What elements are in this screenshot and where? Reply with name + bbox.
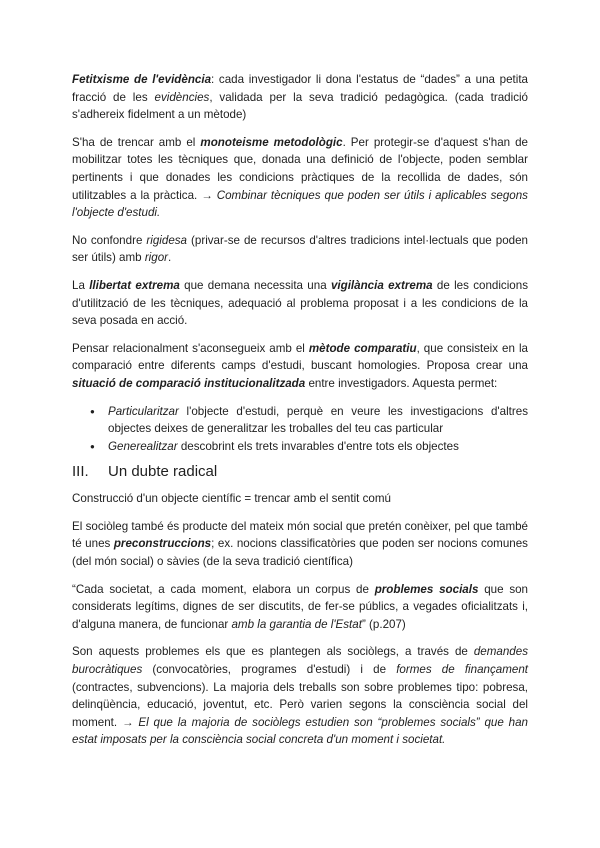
section-title: Un dubte radical	[108, 463, 218, 481]
paragraph-problemes: Son aquests problemes els que es plantegen als sociòlegs, a través de demandes burocràtiques (convocatòries, programes d'estudi) i de formes de finançament (contractes, subvencions). La majoria dels treballs son sobre problemes tipo: pobresa, delinqüència, educació, joventut, etc. Però varien segons la consciència social del moment. → El que la majoria de sociòlegs estudien son “problemes socials” que han estat imposats per la consciència social concreta d'un moment i societat.	[72, 645, 529, 747]
arrow-conclusion: → Combinar tècniques que poden ser útils i aplicables segons l'objecte d'estudi.	[72, 188, 528, 220]
paragraph-quote: “Cada societat, a cada moment, elabora un corpus de problemes socials que son considerats legítims, dignes de ser discutits, de fer-se públics, a vegades oficialitzats i, d'alguna manera, de funcionar amb la garantia de l'Estat” (p.207)	[72, 582, 529, 631]
term-fetitxisme: Fetitxisme de l'evidència	[72, 73, 212, 86]
paragraph-rigidesa: No confondre rigidesa (privar-se de recursos d'altres tradicions intel·lectuals que poden ser útils) amb rigor.	[72, 233, 528, 265]
bullet-list	[72, 403, 528, 456]
paragraph-construccio: Construcció d'un objecte científic = trencar amb el sentit comú	[72, 492, 391, 506]
list-item: ● Particularitzar l'objecte d'estudi, perquè en veure les investigacions d'altres objectes deixes de generalitzar les troballes del teu cas particular	[108, 403, 528, 438]
list-item: ● Generealitzar descobrint els trets invarables d'entre tots els objectes	[108, 438, 528, 456]
term-monoteisme: monoteisme metodològic	[200, 135, 343, 149]
paragraph-metode-comparatiu: Pensar relacionalment s'aconsegueix amb el mètode comparatiu, que consisteix en la comparació entre diferents camps d'estudi, buscant homologies. Proposa crear una situació de comparació institucionalitzada entre investigadors. Aquesta permet:	[72, 341, 528, 390]
section-number: III.	[72, 463, 89, 481]
paragraph-fetitxisme: Fetitxisme de l'evidència: cada investigador li dona l'estatus de “dades” a una petita fracció de les evidències, validada per la seva tradició pedagògica. (cada tradició s'adhereix fidelment a un mètode)	[72, 73, 529, 122]
arrow-conclusion: → El que la majoria de sociòlegs estudien son “problemes socials” que han estat imposats per la consciència social concreta d'un moment i societat.	[72, 715, 529, 747]
paragraph-llibertat: La llibertat extrema que demana necessita una vigilància extrema de les condicions d'utilització de les tècniques, adequació al problema proposat i a les condicions de la seva posada en acció.	[72, 278, 528, 328]
section-heading	[72, 462, 528, 482]
paragraph-preconstruccions: El sociòleg també és producte del mateix món social que pretén conèixer, pel que també té unes preconstruccions; ex. nocions classificatòries que poden ser nocions comunes (del món social) o sàvies (de la seva tradició científica)	[72, 519, 528, 569]
paragraph-monoteisme: S'ha de trencar amb el monoteisme metodològic. Per protegir-se d'aquest s'han de mobilitzar totes les tècniques que, donada una definició de l'objecte, poden semblar pertinents i que donades les condicions pràctiques de la recollida de dades, són utilitzables a la pràctica. → Combinar tècniques que poden ser útils i aplicables segons l'objecte d'estudi.	[72, 135, 528, 220]
